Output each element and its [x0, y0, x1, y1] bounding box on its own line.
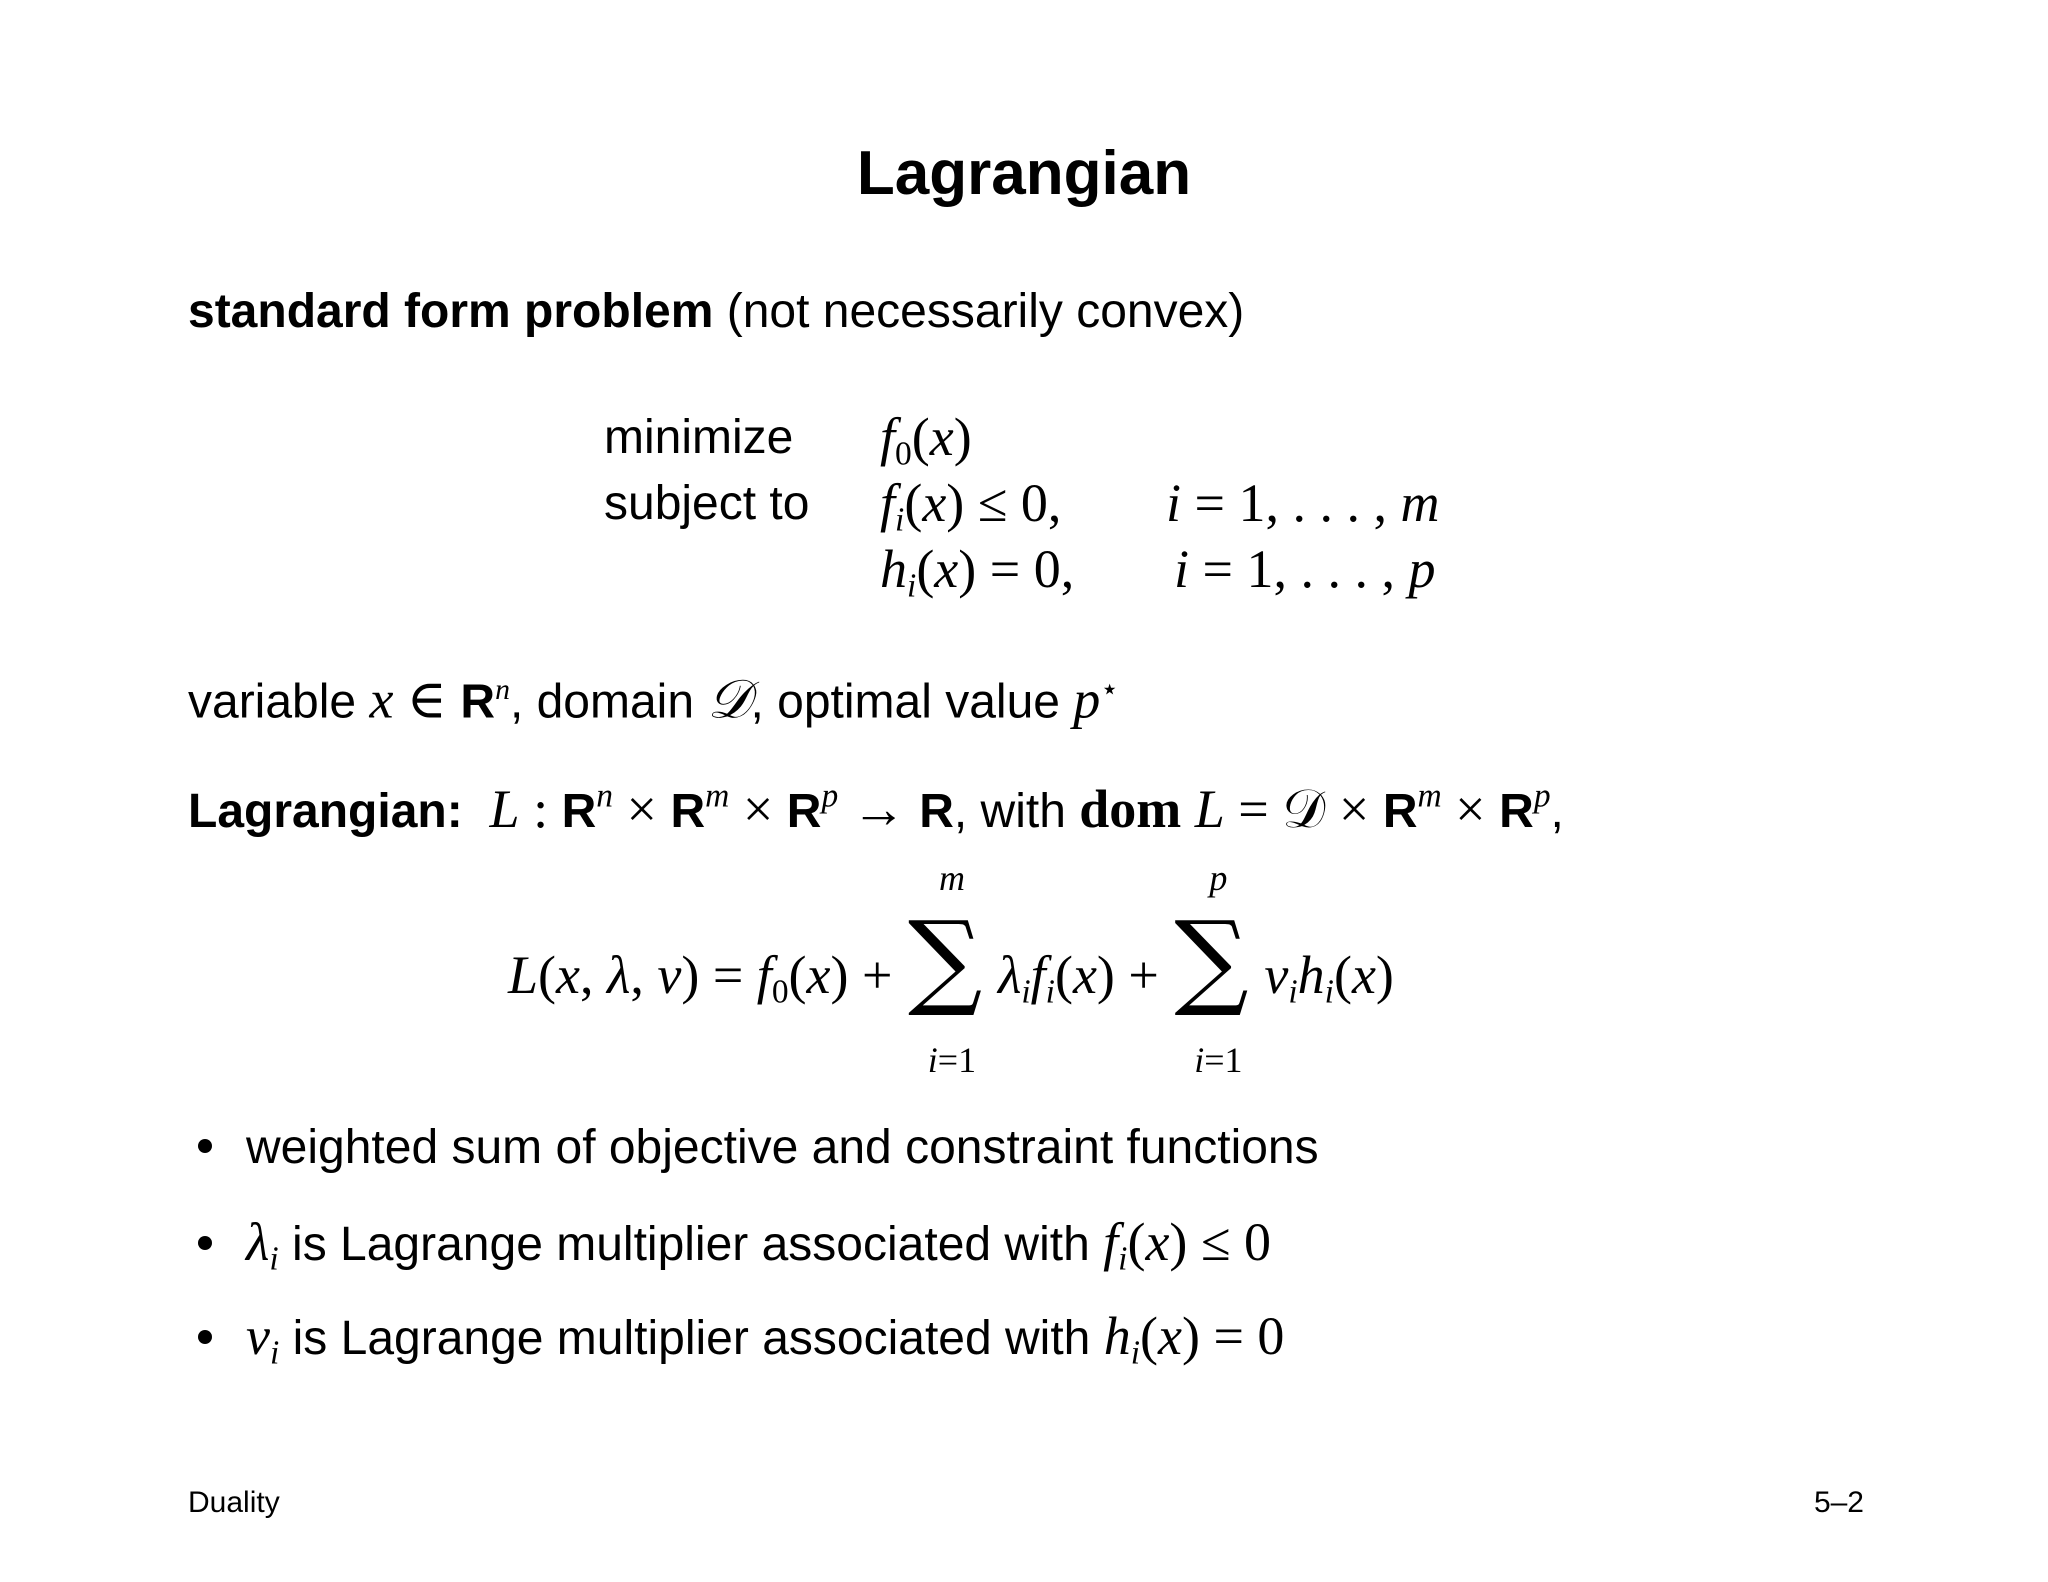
with-text: , with	[953, 784, 1080, 838]
slide-title: Lagrangian	[856, 139, 1192, 208]
minimize-label: minimize	[604, 411, 794, 464]
variable-text: variable	[188, 675, 370, 729]
footer-left: Duality	[188, 1486, 280, 1519]
objective: $f_0(x)$	[880, 407, 972, 473]
bullet-1	[198, 1118, 1319, 1178]
eq-condition: $h_i(x) = 0$	[1103, 1306, 1285, 1372]
lambda-i: $\lambda_i$	[246, 1212, 279, 1278]
nu-i: $\nu_i$	[246, 1306, 280, 1372]
lagrangian-line	[188, 766, 1564, 842]
sup-n: n	[495, 673, 510, 706]
p-star: p	[1073, 669, 1101, 730]
footer-page-number: 5–2	[1813, 1486, 1864, 1519]
lagrangian-label: Lagrangian:	[188, 784, 463, 838]
intro-rest: (not necessarily convex)	[713, 285, 1245, 338]
reals-symbol: R	[460, 675, 496, 729]
var-x: x	[369, 669, 394, 730]
dom-expression: dom L = 𝒟 × $R^m \times R^p$	[1079, 776, 1551, 840]
problem-block	[604, 406, 1504, 616]
domain-text: , domain	[509, 675, 708, 729]
intro-bold: standard form problem	[188, 285, 714, 338]
subject-to-label: subject to	[604, 477, 810, 530]
bullet-2	[198, 1212, 1271, 1289]
bullet-1-text: weighted sum of objective and constraint functions	[246, 1121, 1319, 1174]
lagrangian-mapping: L : $R^n \times R^m \times R^p \to R$	[489, 777, 954, 839]
sum-m: m ∑ i=1	[907, 857, 983, 1080]
bullet-3-text: is Lagrange multiplier associated with	[279, 1312, 1104, 1365]
ineq-condition: $f_i(x) \le 0$	[1103, 1212, 1272, 1278]
in-symbol: ∈	[393, 669, 461, 730]
trailing-comma: ,	[1550, 784, 1564, 838]
domain-D: 𝒟	[707, 667, 751, 731]
bullet-dot	[198, 1330, 212, 1344]
bullet-3	[198, 1306, 1284, 1383]
ineq-constraint: $f_i(x) \le 0$,	[880, 473, 1062, 539]
bullet-2-text: is Lagrange multiplier associated with	[278, 1218, 1104, 1271]
bullet-dot	[198, 1139, 212, 1153]
intro-line	[188, 282, 1244, 342]
eq-constraint: $h_i(x) = 0$,	[880, 539, 1075, 605]
ineq-range: i = 1, . . . , m	[1166, 473, 1440, 533]
variable-line	[188, 660, 1119, 732]
lagrangian-equation: L(x, λ, $\nu) = f_0(x)$ + m ∑ i=1 $\lambda_if_i(x)$ + p ∑ i=1 $\nu_ih_i(x)$	[508, 857, 1394, 1080]
bullet-dot	[198, 1236, 212, 1250]
eq-range: i = 1, . . . , p	[1174, 539, 1436, 599]
star-symbol: ⋆	[1100, 673, 1119, 706]
optimal-value-text: , optimal value	[750, 675, 1074, 729]
sum-p: p ∑ i=1	[1174, 857, 1249, 1080]
